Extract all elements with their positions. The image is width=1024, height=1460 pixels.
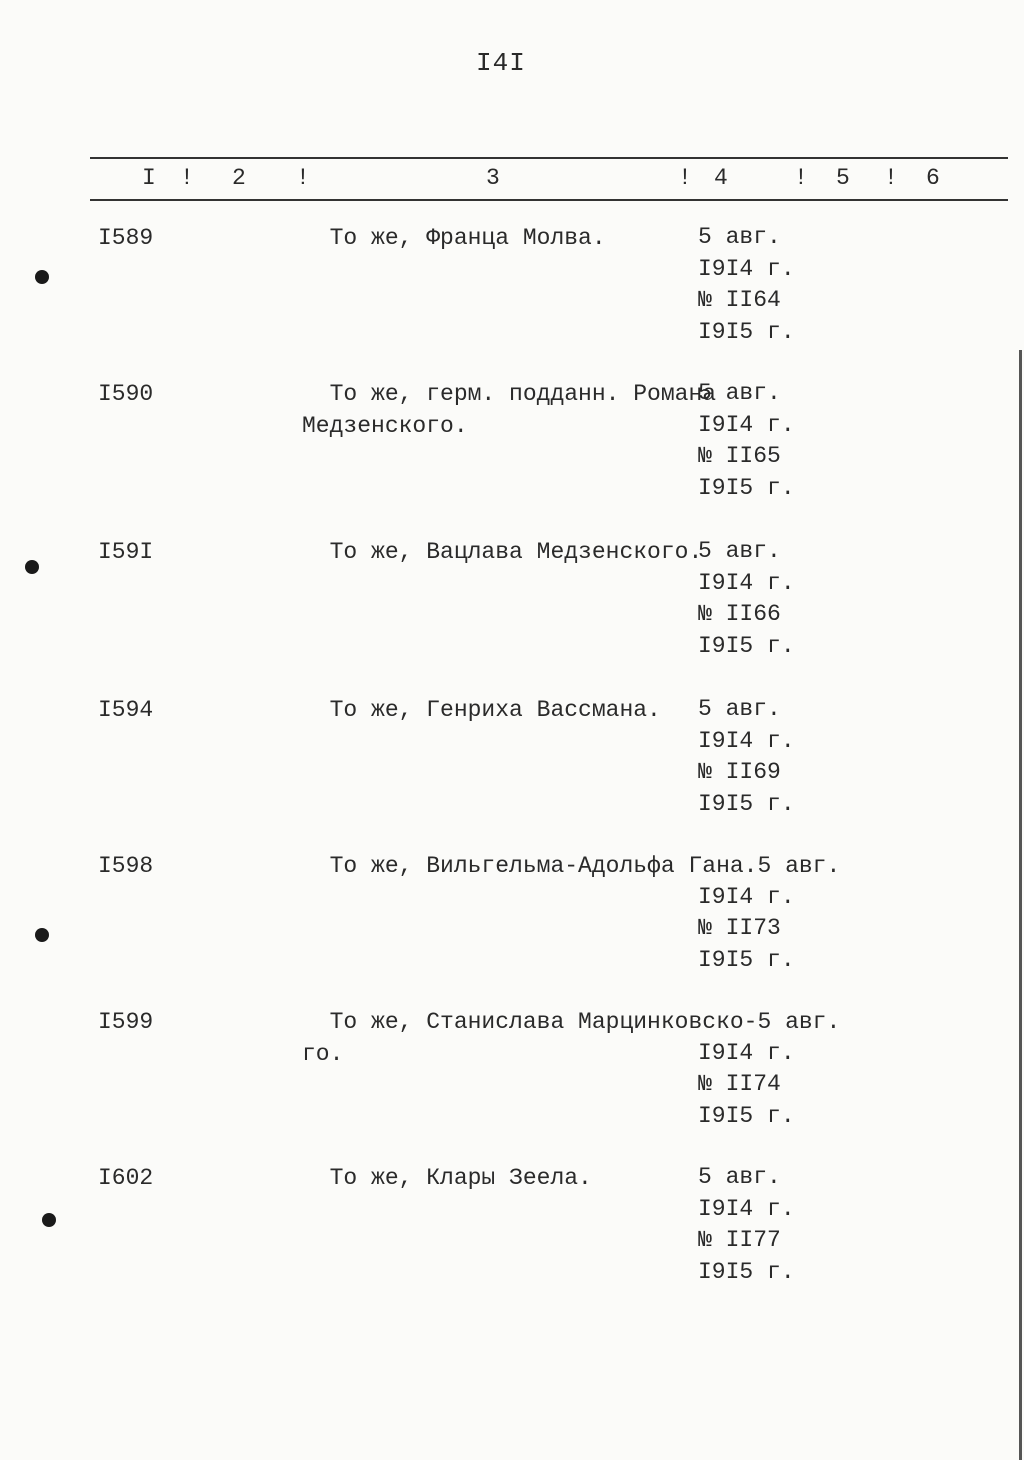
table-row: [0, 694, 1024, 844]
table-row: [0, 222, 1024, 372]
record-date: 5 авг. I9I4 г. № II77 I9I5 г.: [698, 1164, 795, 1285]
table-top-rule: [90, 157, 1008, 159]
header-separator: !: [794, 165, 808, 191]
record-date: 5 авг. I9I4 г. № II64 I9I5 г.: [698, 224, 795, 345]
page-number: I4I: [476, 48, 526, 78]
header-col-2: 2: [232, 165, 246, 191]
table-row: [0, 378, 1024, 528]
record-date: 5 авг. I9I4 г. № II69 I9I5 г.: [698, 696, 795, 817]
header-col-5: 5: [836, 165, 850, 191]
record-date: 5 авг. I9I4 г. № II65 I9I5 г.: [698, 380, 795, 501]
header-col-4: 4: [714, 165, 728, 191]
table-row: [0, 536, 1024, 686]
header-col-3: 3: [486, 165, 500, 191]
table-row: [0, 1006, 1024, 1156]
record-description: То же, Франца Молва.: [302, 225, 606, 251]
header-separator: !: [884, 165, 898, 191]
table-row: [0, 850, 1024, 1000]
record-number: I590: [98, 381, 154, 407]
record-description: То же, Генриха Вассмана.: [302, 697, 661, 723]
record-number: I598: [98, 853, 154, 879]
punch-hole-icon: [25, 560, 39, 574]
record-description: То же, Вацлава Медзенского.: [302, 539, 703, 565]
record-date: I9I4 г. № II73 I9I5 г.: [698, 883, 795, 973]
header-separator: !: [296, 165, 310, 191]
page-edge: [1019, 350, 1022, 1460]
record-number: I602: [98, 1165, 154, 1191]
header-col-6: 6: [926, 165, 940, 191]
record-number: I589: [98, 225, 154, 251]
record-description: То же, Клары Зеела.: [302, 1165, 592, 1191]
punch-hole-icon: [35, 270, 49, 284]
record-number: I594: [98, 697, 154, 723]
record-description: То же, герм. подданн. Романа Медзенского.: [302, 381, 717, 439]
record-number: I59I: [98, 539, 154, 565]
record-date: 5 авг. I9I4 г. № II66 I9I5 г.: [698, 538, 795, 659]
punch-hole-icon: [42, 1213, 56, 1227]
record-description: То же, Станислава Марцинковско-5 авг. го.: [302, 1009, 841, 1067]
record-description: То же, Вильгельма-Адольфа Гана.5 авг.: [302, 853, 841, 879]
punch-hole-icon: [35, 928, 49, 942]
header-separator: !: [678, 165, 692, 191]
table-header-rule: [90, 199, 1008, 201]
table-row: [0, 1162, 1024, 1312]
header-col-1: I: [142, 165, 156, 191]
record-date: I9I4 г. № II74 I9I5 г.: [698, 1039, 795, 1129]
record-number: I599: [98, 1009, 154, 1035]
header-separator: !: [180, 165, 194, 191]
